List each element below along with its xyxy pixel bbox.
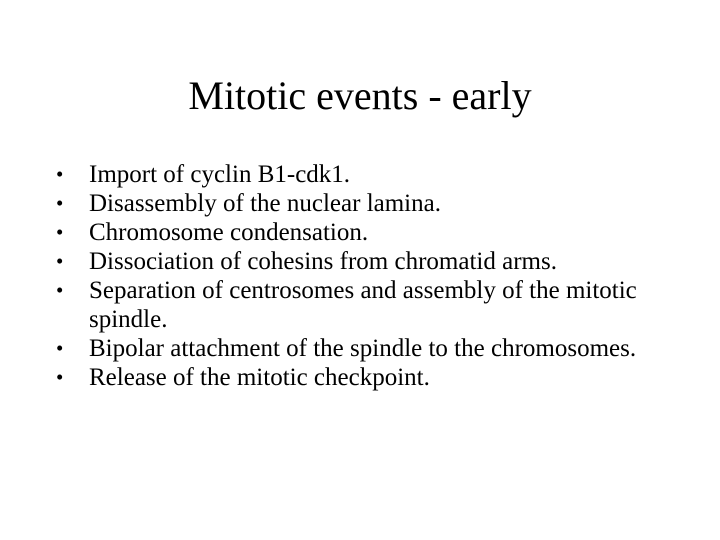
bullet-list [56,160,656,392]
slide-title: Mitotic events - early [188,73,532,118]
bullet-item [56,189,656,218]
bullet-item [56,334,656,363]
bullet-text: Bipolar attachment of the spindle to the chromosomes. [89,335,637,362]
bullet-icon: • [56,220,64,244]
bullet-item [56,363,656,392]
bullet-icon: • [56,191,64,215]
bullet-text: Separation of centrosomes and assembly of the mitotic spindle. [89,277,637,333]
bullet-item [56,160,656,189]
bullet-text: Import of cyclin B1-cdk1. [89,161,351,188]
bullet-icon: • [56,162,64,186]
bullet-item [56,218,656,247]
bullet-icon: • [56,249,64,273]
bullet-text: Disassembly of the nuclear lamina. [89,190,441,217]
bullet-icon: • [56,278,64,302]
bullet-text: Chromosome condensation. [89,219,369,246]
bullet-icon: • [56,336,64,360]
bullet-item [56,247,656,276]
bullet-text: Dissociation of cohesins from chromatid arms. [89,248,557,275]
bullet-item [56,276,656,334]
bullet-text: Release of the mitotic checkpoint. [89,364,430,391]
bullet-icon: • [56,365,64,389]
